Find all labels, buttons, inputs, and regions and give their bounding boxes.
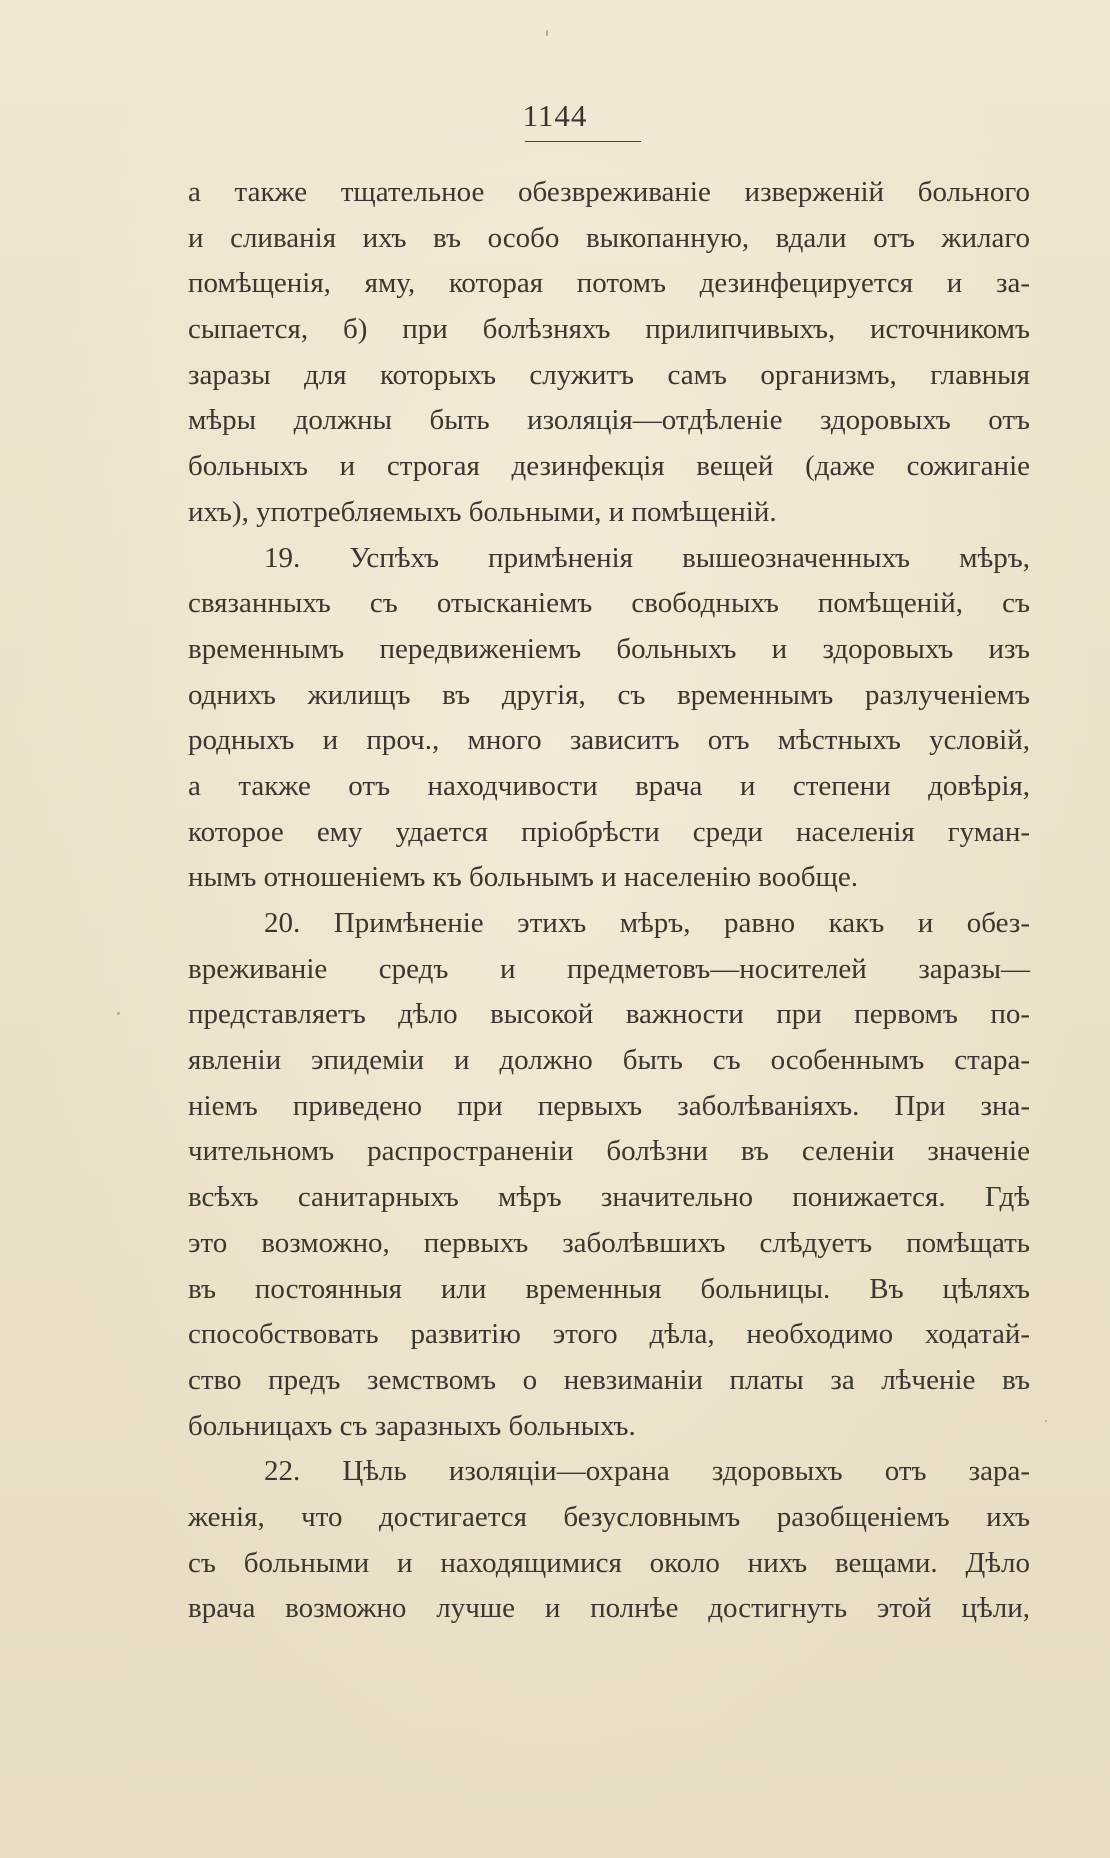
paper-speck	[117, 1012, 120, 1015]
text-line: вреживаніе средъ и предметовъ—носителей заразы—	[188, 952, 1030, 985]
text-line: ніемъ приведено при первыхъ заболѣваніяхъ. При зна-	[188, 1089, 1030, 1122]
paper-speck	[546, 30, 548, 36]
text-line: врача возможно лучше и полнѣе достигнуть этой цѣли,	[188, 1592, 1030, 1625]
paragraph-20-start: 20. Примѣненіе этихъ мѣръ, равно какъ и обез-	[264, 907, 1030, 939]
paper-speck	[1045, 1420, 1047, 1422]
text-line: въ постоянныя или временныя больницы. Въ цѣляхъ	[188, 1272, 1030, 1305]
text-line: это возможно, первыхъ заболѣвшихъ слѣдуетъ помѣщать	[188, 1226, 1030, 1259]
text-line: ство предъ земствомъ о невзиманіи платы за лѣченіе въ	[188, 1363, 1030, 1396]
text-line: помѣщенія, яму, которая потомъ дезинфецируется и за-	[188, 267, 1030, 300]
text-line: способствовать развитію этого дѣла, необходимо ходатай-	[188, 1318, 1030, 1351]
text-line: мѣры должны быть изоляція—отдѣленіе здоровыхъ отъ	[188, 404, 1030, 437]
text-line: больницахъ съ заразныхъ больныхъ.	[188, 1409, 636, 1442]
text-line: чительномъ распространеніи болѣзни въ селеніи значеніе	[188, 1135, 1030, 1168]
text-line: съ больными и находящимися около нихъ вещами. Дѣло	[188, 1546, 1030, 1579]
text-line: явленіи эпидеміи и должно быть съ особеннымъ стара-	[188, 1044, 1030, 1077]
text-line: а также отъ находчивости врача и степени довѣрія,	[188, 769, 1030, 802]
page-number-rule	[525, 141, 641, 142]
text-line: сыпается, б) при болѣзняхъ прилипчивыхъ, источникомъ	[188, 313, 1030, 346]
text-line: представляетъ дѣло высокой важности при первомъ по-	[188, 998, 1030, 1031]
text-line: связанныхъ съ отысканіемъ свободныхъ помѣщеній, съ	[188, 587, 1030, 620]
text-line: больныхъ и строгая дезинфекція вещей (даже сожиганіе	[188, 450, 1030, 483]
page-number: 1144	[522, 98, 588, 133]
text-line: нымъ отношеніемъ къ больнымъ и населенію вообще.	[188, 861, 858, 894]
text-line: временнымъ передвиженіемъ больныхъ и здоровыхъ изъ	[188, 632, 1030, 665]
text-line: однихъ жилищъ въ другія, съ временнымъ разлученіемъ	[188, 678, 1030, 711]
text-line: женія, что достигается безусловнымъ разобщеніемъ ихъ	[188, 1500, 1030, 1533]
paragraph-19-start: 19. Успѣхъ примѣненія вышеозначенныхъ мѣръ,	[264, 541, 1030, 574]
text-line: заразы для которыхъ служитъ самъ организмъ, главныя	[188, 358, 1030, 391]
text-line: которое ему удается пріобрѣсти среди населенія гуман-	[188, 815, 1030, 848]
text-line: ихъ), употребляемыхъ больными, и помѣщеній.	[188, 495, 777, 528]
text-line: и сливанія ихъ въ особо выкопанную, вдали отъ жилаго	[188, 221, 1030, 254]
text-line: родныхъ и проч., много зависитъ отъ мѣстныхъ условій,	[188, 724, 1030, 757]
text-line: всѣхъ санитарныхъ мѣръ значительно понижается. Гдѣ	[188, 1181, 1030, 1214]
text-line: а также тщательное обезвреживаніе изверженій больного	[188, 176, 1030, 208]
body-text	[188, 170, 1030, 1632]
paragraph-22-start: 22. Цѣль изоляціи—охрана здоровыхъ отъ зара-	[264, 1455, 1030, 1488]
